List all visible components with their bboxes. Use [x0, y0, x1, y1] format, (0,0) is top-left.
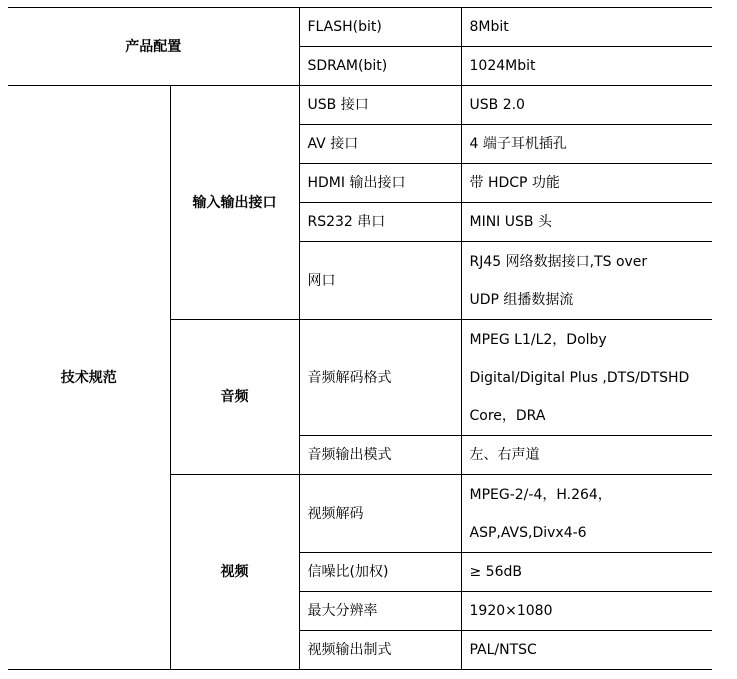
value-cell: 1024Mbit [461, 47, 712, 86]
param-cell: SDRAM(bit) [299, 47, 461, 86]
param-cell: RS232 串口 [299, 203, 461, 242]
value-cell: 8Mbit [461, 8, 712, 47]
param-cell: 视频解码 [299, 475, 461, 553]
param-cell: 音频解码格式 [299, 320, 461, 436]
group-video: 视频 [170, 475, 299, 670]
value-cell: MINI USB 头 [461, 203, 712, 242]
table-row [8, 86, 712, 125]
value-cell: 带 HDCP 功能 [461, 164, 712, 203]
table-row [8, 8, 712, 47]
value-cell: RJ45 网络数据接口,TS over UDP 组播数据流 [461, 242, 712, 320]
param-cell: 信噪比(加权) [299, 553, 461, 592]
param-cell: 音频输出模式 [299, 436, 461, 475]
group-io-interface: 输入输出接口 [170, 86, 299, 320]
value-cell: MPEG L1/L2，Dolby Digital/Digital Plus ,DTS/DTSHD Core，DRA [461, 320, 712, 436]
value-cell: 4 端子耳机插孔 [461, 125, 712, 164]
param-cell: FLASH(bit) [299, 8, 461, 47]
value-cell: 1920×1080 [461, 592, 712, 631]
value-cell: MPEG-2/-4，H.264， ASP,AVS,Divx4-6 [461, 475, 712, 553]
param-cell: HDMI 输出接口 [299, 164, 461, 203]
param-cell: 最大分辨率 [299, 592, 461, 631]
category-product-config: 产品配置 [8, 8, 299, 86]
param-cell: 视频输出制式 [299, 631, 461, 670]
value-cell: 左、右声道 [461, 436, 712, 475]
param-cell: AV 接口 [299, 125, 461, 164]
param-cell: 网口 [299, 242, 461, 320]
value-cell: ≥ 56dB [461, 553, 712, 592]
category-tech-spec: 技术规范 [8, 86, 170, 670]
param-cell: USB 接口 [299, 86, 461, 125]
value-cell: PAL/NTSC [461, 631, 712, 670]
value-cell: USB 2.0 [461, 86, 712, 125]
group-audio: 音频 [170, 320, 299, 475]
spec-table [8, 7, 712, 670]
